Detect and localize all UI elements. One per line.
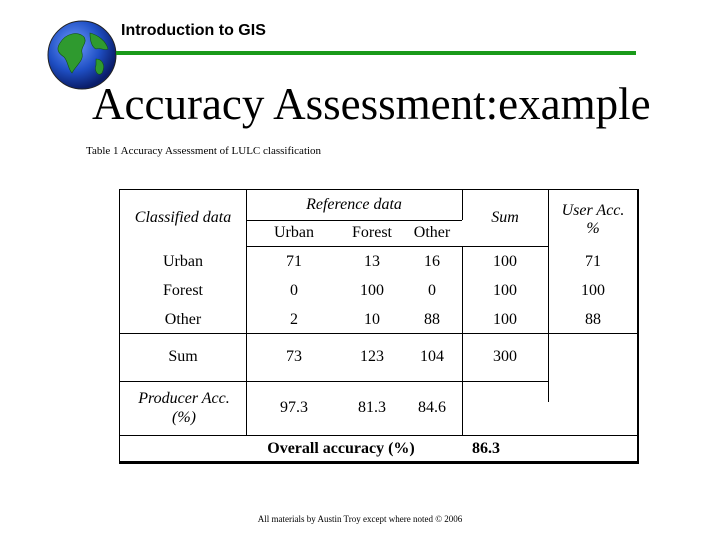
row-label: Forest <box>163 282 203 300</box>
row-label: Other <box>164 310 202 328</box>
table-cell: 13 <box>364 253 380 271</box>
overall-accuracy-value: 86.3 <box>472 439 500 457</box>
slide-title: Accuracy Assessment:example <box>92 79 651 129</box>
table-cell: 88 <box>585 310 601 328</box>
table-cell: 300 <box>493 348 517 366</box>
header-row-bottom <box>246 246 548 247</box>
table-cell: 73 <box>286 348 302 366</box>
row-label: Urban <box>163 253 203 271</box>
table-cell: 97.3 <box>280 399 308 417</box>
table-cell: 0 <box>428 282 436 300</box>
sum-header: Sum <box>491 208 519 226</box>
table-cell: 71 <box>585 253 601 271</box>
table-cell: 100 <box>493 282 517 300</box>
table-caption: Table 1 Accuracy Assessment of LULC classification <box>86 145 322 157</box>
table-cell: 100 <box>493 253 517 271</box>
table-cell: 81.3 <box>358 399 386 417</box>
table-cell: 10 <box>364 310 380 328</box>
table-cell: 88 <box>424 310 440 328</box>
table-cell: 100 <box>360 282 384 300</box>
table-cell: 71 <box>286 253 302 271</box>
table-cell: 84.6 <box>418 399 446 417</box>
footer-credit: All materials by Austin Troy except where noted © 2006 <box>257 514 463 524</box>
user-acc-header: User Acc. % <box>561 201 625 237</box>
sum-row-label: Sum <box>168 348 198 366</box>
overall-accuracy-label: Overall accuracy (%) <box>267 439 415 457</box>
ref-col-header: Urban <box>274 224 314 242</box>
ref-col-header: Other <box>413 224 451 242</box>
table-cell: 100 <box>493 310 517 328</box>
table-cell: 123 <box>360 348 384 366</box>
header-divider <box>116 51 636 55</box>
table-cell: 0 <box>290 282 298 300</box>
course-title: Introduction to GIS <box>121 22 266 39</box>
accuracy-table <box>119 189 639 464</box>
table-cell: 2 <box>290 310 298 328</box>
table-cell: 16 <box>424 253 440 271</box>
ref-col-header: Forest <box>352 224 392 242</box>
table-cell: 104 <box>420 348 444 366</box>
producer-acc-label: Producer Acc. (%) <box>138 390 230 426</box>
classified-header: Classified data <box>134 208 232 226</box>
table-cell: 100 <box>581 282 605 300</box>
reference-header: Reference data <box>306 195 402 213</box>
